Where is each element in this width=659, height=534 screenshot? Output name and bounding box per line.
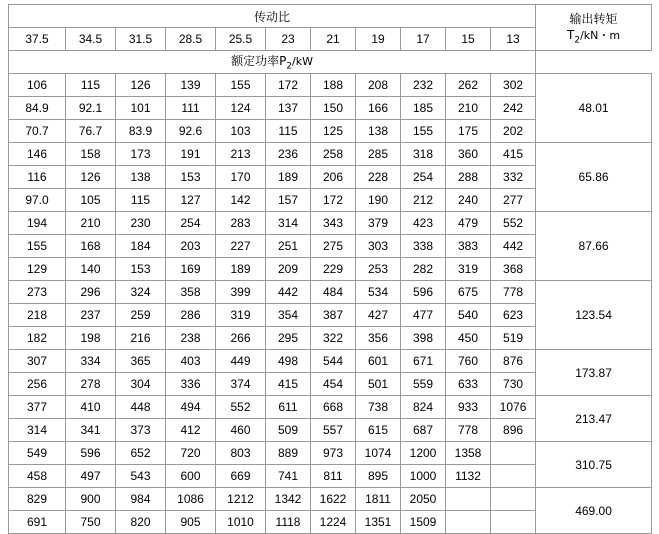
power-cell: 319 [216, 304, 266, 327]
power-cell: 153 [116, 258, 166, 281]
torque-value: 48.01 [536, 74, 652, 143]
power-cell: 398 [401, 327, 446, 350]
power-cell: 356 [356, 327, 401, 350]
power-cell: 212 [401, 189, 446, 212]
power-cell: 184 [116, 235, 166, 258]
power-cell: 236 [266, 143, 311, 166]
power-cell: 896 [491, 419, 536, 442]
power-cell: 1074 [356, 442, 401, 465]
empty-cell [446, 511, 491, 534]
power-cell: 216 [116, 327, 166, 350]
power-cell: 97.0 [9, 189, 66, 212]
ratio-value-8: 17 [401, 28, 446, 51]
power-cell: 458 [9, 465, 66, 488]
table-row [9, 396, 652, 419]
power-cell: 374 [216, 373, 266, 396]
power-cell: 596 [401, 281, 446, 304]
power-cell: 1132 [446, 465, 491, 488]
power-cell: 427 [356, 304, 401, 327]
power-cell: 1200 [401, 442, 446, 465]
power-cell: 314 [266, 212, 311, 235]
power-cell: 479 [446, 212, 491, 235]
power-cell: 155 [216, 74, 266, 97]
power-cell: 652 [116, 442, 166, 465]
table-row [9, 74, 652, 97]
power-cell: 166 [356, 97, 401, 120]
power-header-row [9, 51, 652, 74]
power-cell: 1224 [311, 511, 356, 534]
power-cell: 450 [446, 327, 491, 350]
power-cell: 115 [66, 74, 116, 97]
power-cell: 498 [266, 350, 311, 373]
power-cell: 295 [266, 327, 311, 350]
ratio-value-4: 25.5 [216, 28, 266, 51]
power-cell: 669 [216, 465, 266, 488]
power-header: 额定功率$P_2/kW$ [9, 51, 536, 74]
power-cell: 168 [66, 235, 116, 258]
power-cell: 596 [66, 442, 116, 465]
power-cell: 303 [356, 235, 401, 258]
power-cell: 70.7 [9, 120, 66, 143]
power-cell: 633 [446, 373, 491, 396]
power-cell: 285 [356, 143, 401, 166]
power-cell: 232 [401, 74, 446, 97]
power-cell: 601 [356, 350, 401, 373]
ratio-value-1: 34.5 [66, 28, 116, 51]
table-header-row [9, 5, 652, 28]
power-cell: 202 [491, 120, 536, 143]
power-cell: 127 [166, 189, 216, 212]
power-cell: 155 [9, 235, 66, 258]
power-cell: 229 [311, 258, 356, 281]
power-cell: 266 [216, 327, 266, 350]
power-cell: 354 [266, 304, 311, 327]
table-row [9, 212, 652, 235]
power-cell: 365 [116, 350, 166, 373]
power-cell: 302 [491, 74, 536, 97]
power-cell: 84.9 [9, 97, 66, 120]
power-cell: 105 [66, 189, 116, 212]
power-cell: 1000 [401, 465, 446, 488]
power-cell: 668 [311, 396, 356, 419]
power-cell: 534 [356, 281, 401, 304]
power-cell: 671 [401, 350, 446, 373]
gearbox-rating-table [8, 4, 652, 534]
power-cell: 307 [9, 350, 66, 373]
power-cell: 824 [401, 396, 446, 419]
power-cell: 811 [311, 465, 356, 488]
power-cell: 218 [9, 304, 66, 327]
power-cell: 188 [311, 74, 356, 97]
power-cell: 115 [116, 189, 166, 212]
power-cell: 101 [116, 97, 166, 120]
torque-value: 87.66 [536, 212, 652, 281]
power-cell: 460 [216, 419, 266, 442]
power-cell: 283 [216, 212, 266, 235]
power-cell: 106 [9, 74, 66, 97]
power-cell: 484 [311, 281, 356, 304]
power-cell: 116 [9, 166, 66, 189]
torque-value: 310.75 [536, 442, 652, 488]
power-cell: 933 [446, 396, 491, 419]
power-cell: 600 [166, 465, 216, 488]
power-cell: 129 [9, 258, 66, 281]
power-cell: 277 [491, 189, 536, 212]
power-cell: 230 [116, 212, 166, 235]
power-cell: 373 [116, 419, 166, 442]
power-cell: 92.1 [66, 97, 116, 120]
torque-value: 469.00 [536, 488, 652, 534]
power-cell: 286 [166, 304, 216, 327]
power-cell: 615 [356, 419, 401, 442]
power-cell: 454 [311, 373, 356, 396]
power-cell: 172 [311, 189, 356, 212]
power-cell: 278 [66, 373, 116, 396]
power-cell: 559 [401, 373, 446, 396]
power-cell: 543 [116, 465, 166, 488]
power-cell: 189 [266, 166, 311, 189]
power-cell: 442 [266, 281, 311, 304]
power-cell: 213 [216, 143, 266, 166]
power-cell: 153 [166, 166, 216, 189]
power-cell: 1509 [401, 511, 446, 534]
power-cell: 324 [116, 281, 166, 304]
power-cell: 158 [66, 143, 116, 166]
power-cell: 889 [266, 442, 311, 465]
power-cell: 170 [216, 166, 266, 189]
power-cell: 194 [9, 212, 66, 235]
ratio-value-5: 23 [266, 28, 311, 51]
ratio-value-3: 28.5 [166, 28, 216, 51]
power-cell: 336 [166, 373, 216, 396]
power-cell: 139 [166, 74, 216, 97]
power-cell: 142 [216, 189, 266, 212]
ratio-value-10: 13 [491, 28, 536, 51]
power-cell: 228 [356, 166, 401, 189]
power-cell: 410 [66, 396, 116, 419]
empty-cell [491, 511, 536, 534]
power-cell: 210 [66, 212, 116, 235]
empty-cell [491, 465, 536, 488]
power-cell: 360 [446, 143, 491, 166]
output-torque-header: 输出转矩 $T_2/kN$・m [536, 5, 652, 51]
power-cell: 552 [491, 212, 536, 235]
power-cell: 501 [356, 373, 401, 396]
ratio-value-6: 21 [311, 28, 356, 51]
power-cell: 691 [9, 511, 66, 534]
power-cell: 730 [491, 373, 536, 396]
empty-cell [491, 442, 536, 465]
empty-cell [491, 488, 536, 511]
power-cell: 623 [491, 304, 536, 327]
power-cell: 198 [66, 327, 116, 350]
power-cell: 253 [356, 258, 401, 281]
power-cell: 210 [446, 97, 491, 120]
power-cell: 332 [491, 166, 536, 189]
power-cell: 338 [401, 235, 446, 258]
power-cell: 415 [491, 143, 536, 166]
empty-cell [446, 488, 491, 511]
power-cell: 509 [266, 419, 311, 442]
power-cell: 778 [446, 419, 491, 442]
power-cell: 208 [356, 74, 401, 97]
torque-value: 65.86 [536, 143, 652, 212]
power-cell: 1118 [266, 511, 311, 534]
power-cell: 383 [446, 235, 491, 258]
power-cell: 191 [166, 143, 216, 166]
power-cell: 190 [356, 189, 401, 212]
power-cell: 259 [116, 304, 166, 327]
power-cell: 399 [216, 281, 266, 304]
power-cell: 1811 [356, 488, 401, 511]
power-cell: 146 [9, 143, 66, 166]
ratio-value-2: 31.5 [116, 28, 166, 51]
power-cell: 540 [446, 304, 491, 327]
power-cell: 242 [491, 97, 536, 120]
power-cell: 182 [9, 327, 66, 350]
power-cell: 687 [401, 419, 446, 442]
power-cell: 552 [216, 396, 266, 419]
power-cell: 368 [491, 258, 536, 281]
power-cell: 358 [166, 281, 216, 304]
power-cell: 973 [311, 442, 356, 465]
table-row [9, 488, 652, 511]
power-cell: 905 [166, 511, 216, 534]
power-cell: 238 [166, 327, 216, 350]
power-cell: 318 [401, 143, 446, 166]
power-cell: 115 [266, 120, 311, 143]
power-cell: 227 [216, 235, 266, 258]
power-cell: 519 [491, 327, 536, 350]
table-row [9, 281, 652, 304]
power-cell: 895 [356, 465, 401, 488]
power-cell: 803 [216, 442, 266, 465]
power-cell: 1076 [491, 396, 536, 419]
torque-value: 173.87 [536, 350, 652, 396]
power-cell: 377 [9, 396, 66, 419]
power-cell: 343 [311, 212, 356, 235]
power-cell: 240 [446, 189, 491, 212]
power-cell: 254 [166, 212, 216, 235]
power-cell: 150 [311, 97, 356, 120]
power-cell: 675 [446, 281, 491, 304]
power-cell: 341 [66, 419, 116, 442]
power-cell: 611 [266, 396, 311, 419]
power-cell: 125 [311, 120, 356, 143]
power-cell: 1351 [356, 511, 401, 534]
power-cell: 282 [401, 258, 446, 281]
power-cell: 984 [116, 488, 166, 511]
table-row [9, 143, 652, 166]
power-cell: 741 [266, 465, 311, 488]
power-cell: 387 [311, 304, 356, 327]
power-cell: 2050 [401, 488, 446, 511]
table-sheet [0, 4, 659, 529]
power-cell: 415 [266, 373, 311, 396]
power-cell: 314 [9, 419, 66, 442]
power-cell: 449 [216, 350, 266, 373]
power-cell: 237 [66, 304, 116, 327]
power-cell: 296 [66, 281, 116, 304]
power-cell: 169 [166, 258, 216, 281]
power-cell: 442 [491, 235, 536, 258]
power-cell: 319 [446, 258, 491, 281]
power-cell: 175 [446, 120, 491, 143]
power-cell: 137 [266, 97, 311, 120]
power-cell: 189 [216, 258, 266, 281]
power-cell: 1358 [446, 442, 491, 465]
power-cell: 155 [401, 120, 446, 143]
power-cell: 203 [166, 235, 216, 258]
power-cell: 829 [9, 488, 66, 511]
power-cell: 497 [66, 465, 116, 488]
power-cell: 206 [311, 166, 356, 189]
torque-value: 213.47 [536, 396, 652, 442]
power-cell: 103 [216, 120, 266, 143]
power-cell: 262 [446, 74, 491, 97]
power-cell: 544 [311, 350, 356, 373]
power-cell: 173 [116, 143, 166, 166]
power-cell: 423 [401, 212, 446, 235]
power-cell: 140 [66, 258, 116, 281]
power-cell: 304 [116, 373, 166, 396]
power-cell: 820 [116, 511, 166, 534]
power-cell: 448 [116, 396, 166, 419]
power-cell: 254 [401, 166, 446, 189]
power-cell: 778 [491, 281, 536, 304]
power-cell: 1212 [216, 488, 266, 511]
power-cell: 403 [166, 350, 216, 373]
torque-value: 123.54 [536, 281, 652, 350]
power-cell: 209 [266, 258, 311, 281]
power-cell: 379 [356, 212, 401, 235]
power-cell: 1342 [266, 488, 311, 511]
power-cell: 720 [166, 442, 216, 465]
power-cell: 185 [401, 97, 446, 120]
power-cell: 557 [311, 419, 356, 442]
power-cell: 322 [311, 327, 356, 350]
table-row [9, 442, 652, 465]
ratio-value-0: 37.5 [9, 28, 66, 51]
power-cell: 157 [266, 189, 311, 212]
power-cell: 138 [116, 166, 166, 189]
power-cell: 900 [66, 488, 116, 511]
power-cell: 126 [116, 74, 166, 97]
power-cell: 876 [491, 350, 536, 373]
table-row [9, 350, 652, 373]
power-cell: 83.9 [116, 120, 166, 143]
power-cell: 412 [166, 419, 216, 442]
power-cell: 273 [9, 281, 66, 304]
power-cell: 256 [9, 373, 66, 396]
ratio-header: 传动比 [9, 5, 536, 28]
ratio-value-9: 15 [446, 28, 491, 51]
power-cell: 1010 [216, 511, 266, 534]
power-cell: 138 [356, 120, 401, 143]
power-cell: 275 [311, 235, 356, 258]
power-cell: 124 [216, 97, 266, 120]
power-cell: 126 [66, 166, 116, 189]
power-cell: 549 [9, 442, 66, 465]
power-cell: 750 [66, 511, 116, 534]
power-cell: 258 [311, 143, 356, 166]
power-cell: 288 [446, 166, 491, 189]
power-cell: 1622 [311, 488, 356, 511]
power-cell: 494 [166, 396, 216, 419]
power-cell: 477 [401, 304, 446, 327]
power-cell: 172 [266, 74, 311, 97]
power-cell: 92.6 [166, 120, 216, 143]
ratio-value-7: 19 [356, 28, 401, 51]
power-cell: 251 [266, 235, 311, 258]
power-cell: 760 [446, 350, 491, 373]
power-cell: 1086 [166, 488, 216, 511]
power-cell: 334 [66, 350, 116, 373]
power-cell: 76.7 [66, 120, 116, 143]
power-cell: 111 [166, 97, 216, 120]
power-cell: 738 [356, 396, 401, 419]
